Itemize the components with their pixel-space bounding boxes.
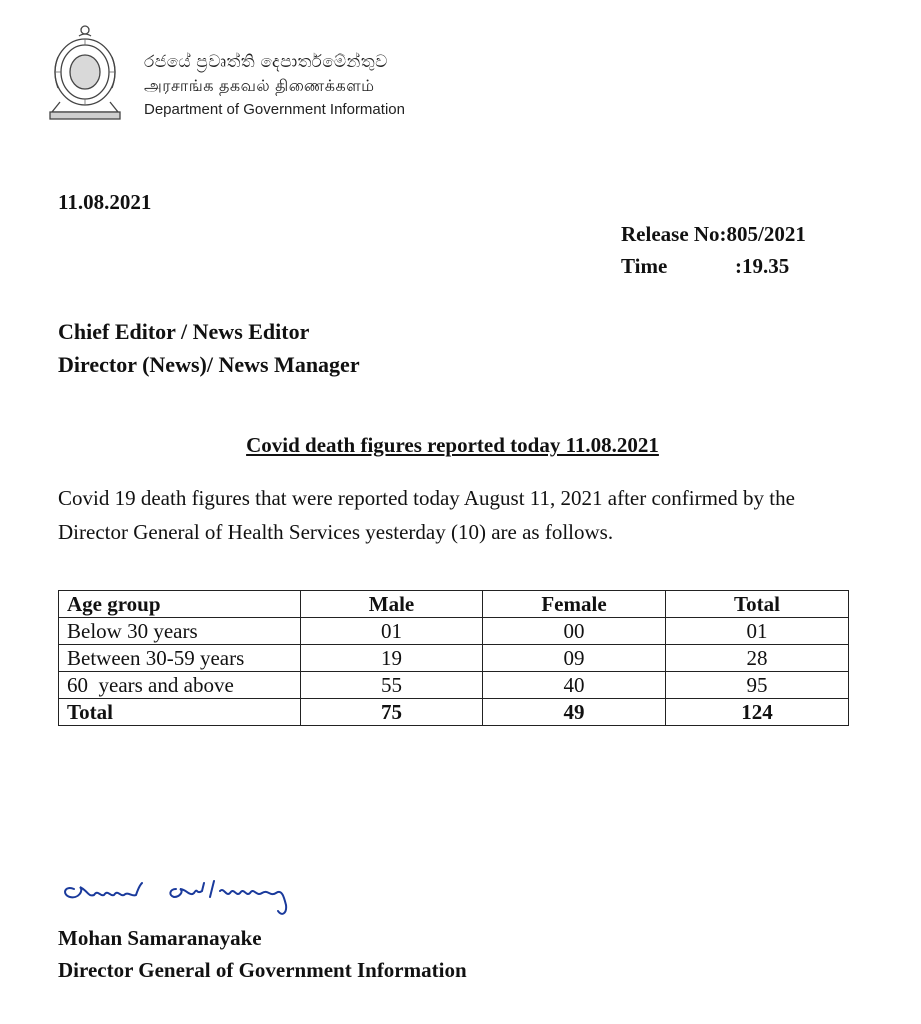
cell-total: 95	[666, 672, 849, 699]
cell-age-group: 60 years and above	[59, 672, 301, 699]
handwritten-signature	[58, 875, 298, 925]
table-row	[59, 645, 849, 672]
death-figures-table	[58, 590, 849, 726]
signatory-title: Director General of Government Information	[58, 958, 467, 982]
release-number: Release No:805/2021	[621, 222, 806, 246]
government-emblem-logo	[44, 22, 126, 122]
release-date: 11.08.2021	[58, 190, 152, 214]
cell-total: 28	[666, 645, 849, 672]
total-female: 49	[483, 699, 666, 726]
table-total-row	[59, 699, 849, 726]
cell-female: 09	[483, 645, 666, 672]
document-title: Covid death figures reported today 11.08.2021	[246, 433, 659, 457]
cell-male: 19	[301, 645, 483, 672]
department-name-sinhala: රජයේ ප්‍රවෘත්ති දෙපාර්තමේන්තුව	[144, 52, 388, 71]
header-total: Total	[666, 591, 849, 618]
cell-age-group: Between 30-59 years	[59, 645, 301, 672]
time-label: Time	[621, 254, 668, 278]
total-label: Total	[59, 699, 301, 726]
addressee-line-1: Chief Editor / News Editor	[58, 319, 310, 344]
cell-total: 01	[666, 618, 849, 645]
header-female: Female	[483, 591, 666, 618]
signatory-name: Mohan Samaranayake	[58, 926, 262, 950]
table-row	[59, 618, 849, 645]
total-male: 75	[301, 699, 483, 726]
total-all: 124	[666, 699, 849, 726]
header-age-group: Age group	[59, 591, 301, 618]
table-row	[59, 672, 849, 699]
cell-male: 01	[301, 618, 483, 645]
cell-female: 00	[483, 618, 666, 645]
department-name-english: Department of Government Information	[144, 101, 405, 118]
time-value: :19.35	[735, 254, 790, 278]
cell-male: 55	[301, 672, 483, 699]
table-header-row	[59, 591, 849, 618]
addressee-line-2: Director (News)/ News Manager	[58, 352, 360, 377]
cell-female: 40	[483, 672, 666, 699]
header-male: Male	[301, 591, 483, 618]
department-name-tamil: அரசாங்க தகவல் திணைக்களம்	[144, 78, 375, 95]
cell-age-group: Below 30 years	[59, 618, 301, 645]
body-paragraph: Covid 19 death figures that were reported today August 11, 2021 after confirmed by the Director General of Health Services yesterday (10) are as follows.	[58, 486, 795, 544]
